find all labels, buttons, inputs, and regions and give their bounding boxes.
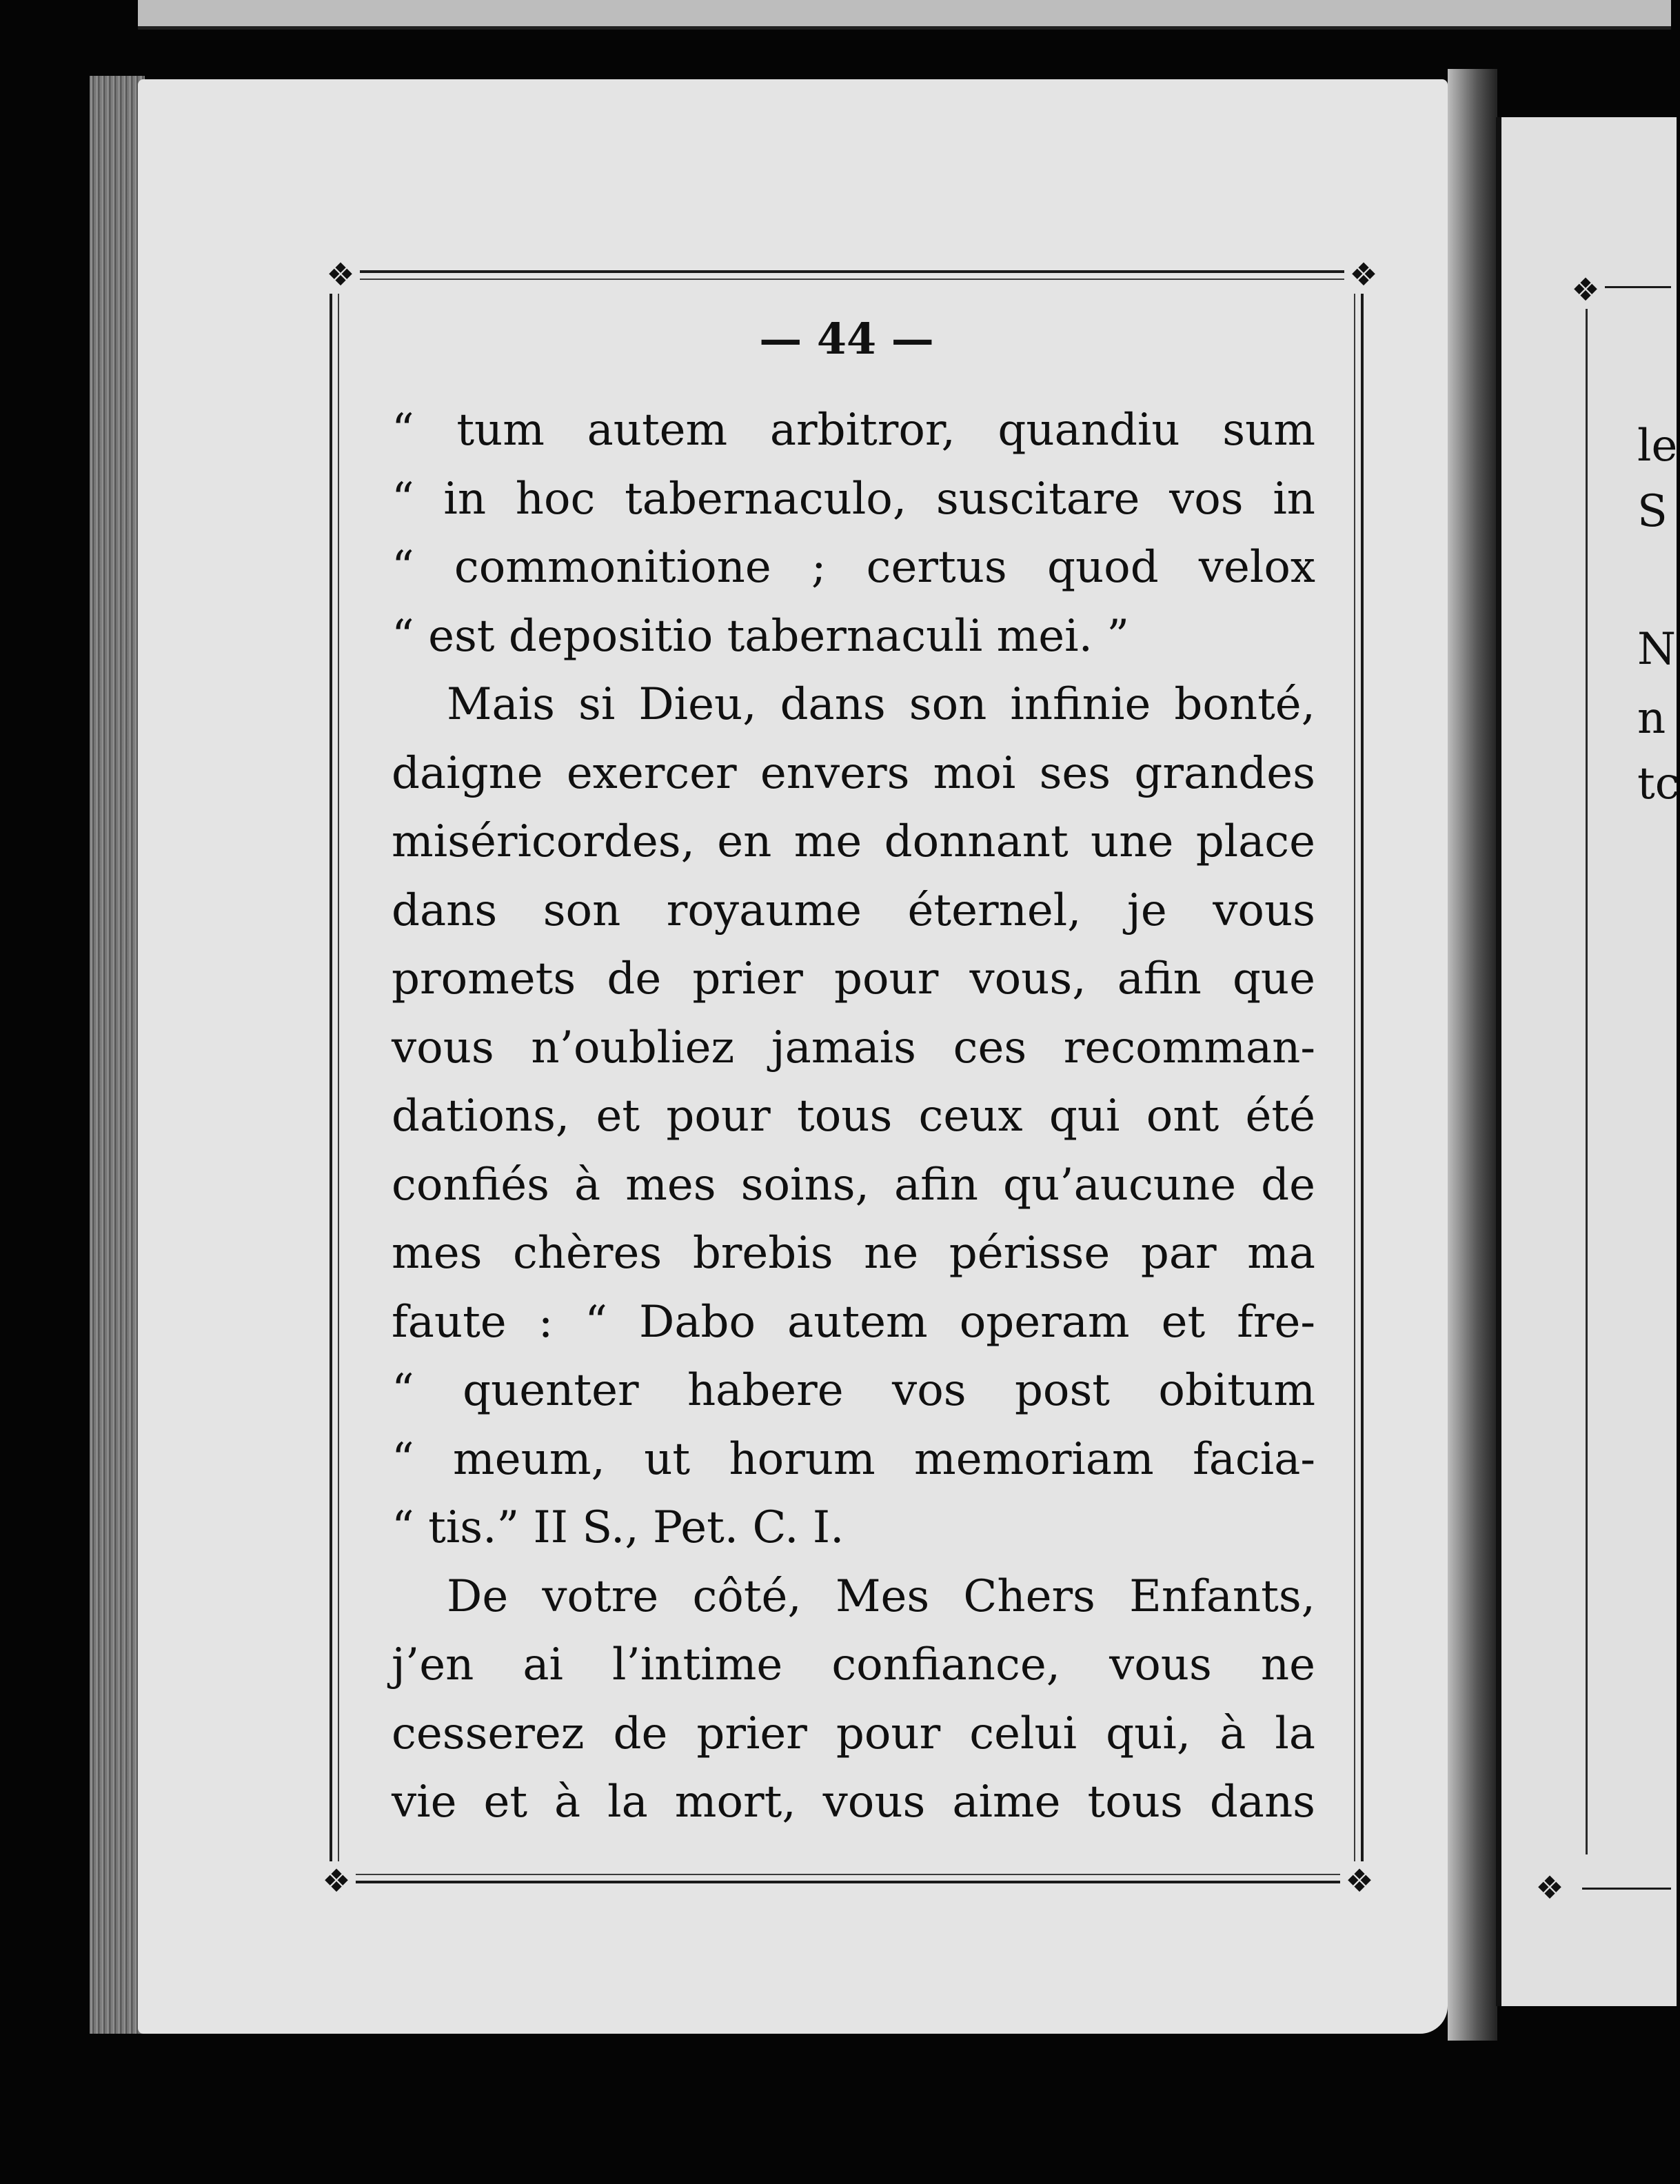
facing-page-border (1586, 296, 1588, 1854)
fleuron-icon: ❖ (317, 1861, 356, 1900)
text-line: De votre côté, Mes Chers Enfants, (447, 1570, 1315, 1622)
text-line: “ meum, ut horum memoriam facia- (392, 1433, 1315, 1485)
facing-page-fragment: tc (1637, 758, 1680, 809)
text-line: “ tis.” II S., Pet. C. I. (392, 1502, 844, 1553)
text-line: mes chères brebis ne périsse par ma (392, 1228, 1315, 1279)
text-line: dans son royaume éternel, je vous (392, 884, 1315, 936)
text-line: j’en ai l’intime confiance, vous ne (392, 1639, 1315, 1690)
text-line: “ quenter habere vos post obitum (392, 1365, 1315, 1416)
text-line: faute : “ Dabo autem operam et fre- (392, 1296, 1315, 1348)
text-line: cesserez de prier pour celui qui, à la (392, 1708, 1315, 1759)
text-line: Mais si Dieu, dans son infinie bonté, (447, 679, 1315, 730)
page-number: — 44 — (759, 314, 934, 364)
body-text (392, 396, 1315, 1837)
fleuron-icon: ❖ (1340, 1861, 1379, 1900)
text-line: confiés à mes soins, afin qu’aucune de (392, 1159, 1315, 1211)
text-line: vie et à la mort, vous aime tous dans (392, 1777, 1315, 1828)
text-line: “ est depositio tabernaculi mei. ” (392, 610, 1130, 662)
text-line: “ tum autem arbitror, quandiu sum (392, 405, 1315, 456)
facing-page-fragment: N (1637, 624, 1676, 675)
previous-page-edge (138, 0, 1671, 30)
fleuron-icon: ❖ (1344, 255, 1383, 294)
text-line: miséricordes, en me donnant une place (392, 816, 1315, 867)
fleuron-icon: ❖ (1566, 270, 1605, 309)
text-line: “ in hoc tabernaculo, suscitare vos in (392, 473, 1315, 525)
text-line: dations, et pour tous ceux qui ont été (392, 1091, 1315, 1142)
text-line: “ commonitione ; certus quod velox (392, 542, 1315, 593)
facing-page-bottom-rule (1582, 1888, 1671, 1890)
book-fore-edge (90, 76, 145, 2034)
fleuron-icon: ❖ (1530, 1868, 1569, 1907)
facing-page-fragment: S (1637, 486, 1668, 537)
facing-page-fragment: n (1637, 693, 1666, 744)
facing-page-fragment: le (1637, 421, 1678, 472)
text-line: vous n’oubliez jamais ces recomman- (392, 1022, 1315, 1073)
fleuron-icon: ❖ (321, 255, 360, 294)
book-gutter (1448, 69, 1497, 2041)
text-line: daigne exercer envers moi ses grandes (392, 747, 1315, 799)
text-line: promets de prier pour vous, afin que (392, 953, 1315, 1004)
